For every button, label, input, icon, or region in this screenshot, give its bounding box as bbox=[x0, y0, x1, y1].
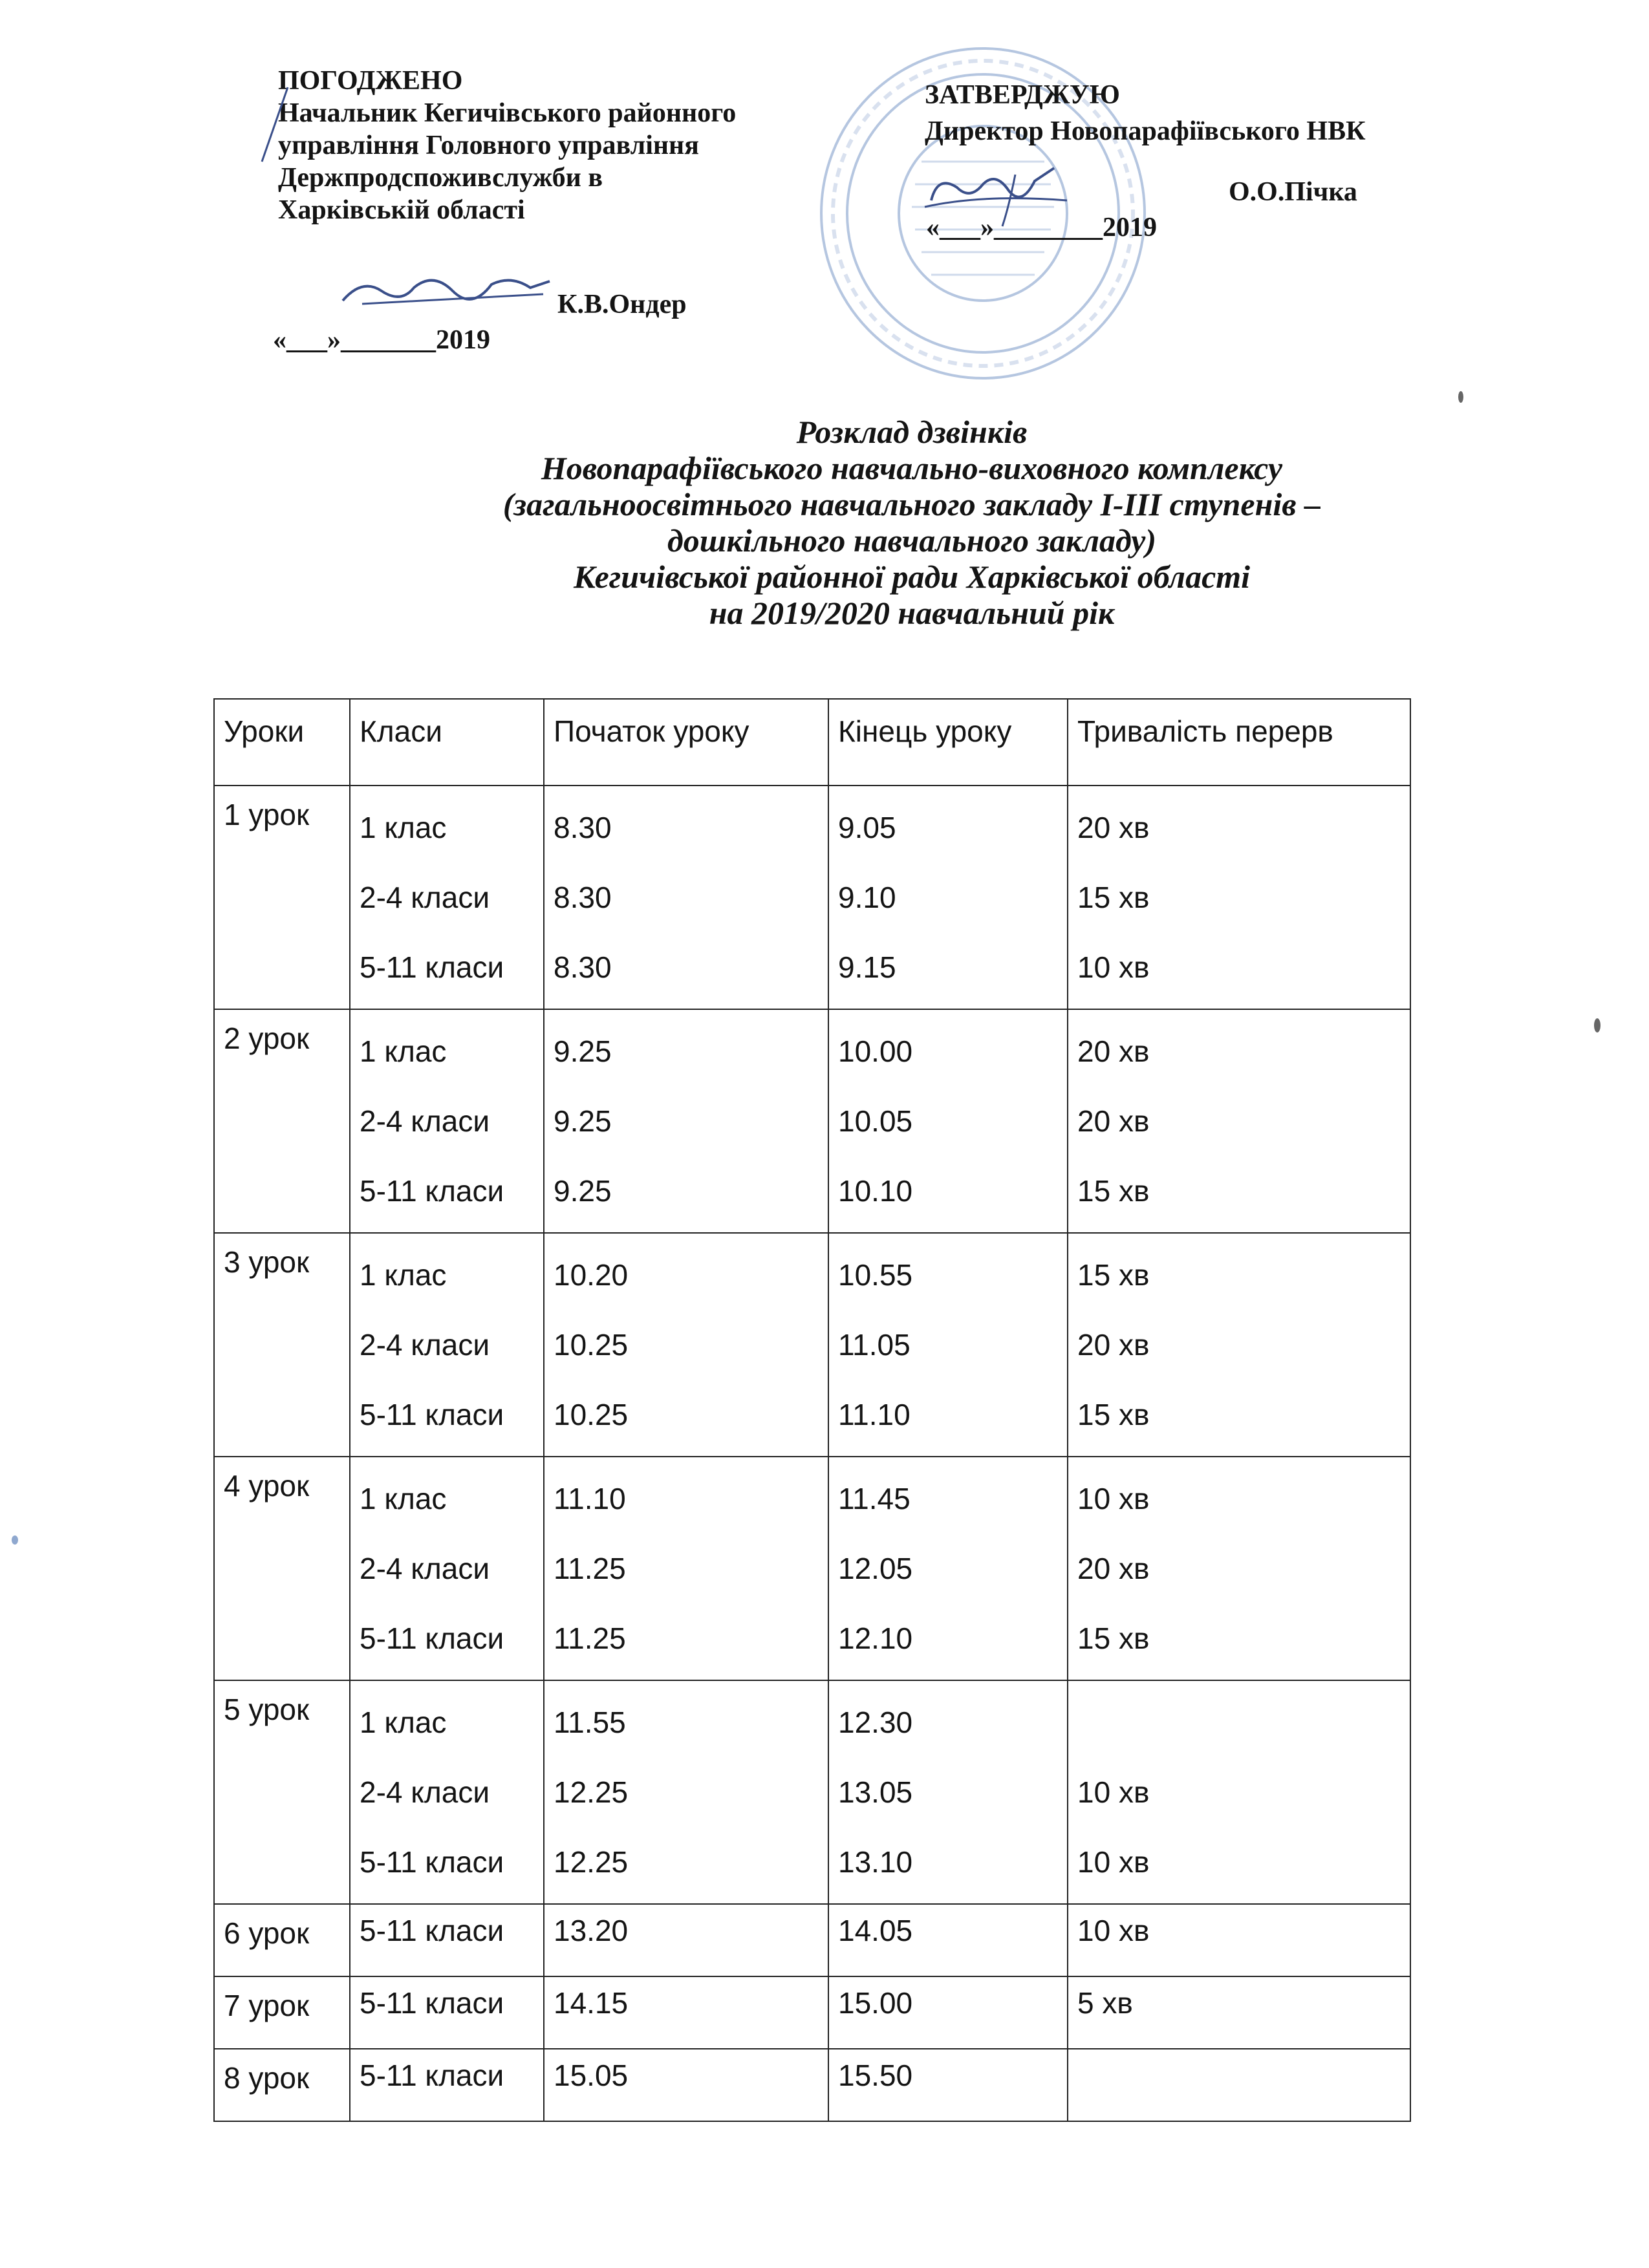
start-time: 10.20 bbox=[554, 1258, 629, 1292]
header-end: Кінець уроку bbox=[828, 699, 1068, 786]
lesson-cell bbox=[214, 1457, 350, 1680]
classes-cell bbox=[350, 1680, 544, 1904]
start-cell bbox=[544, 1009, 828, 1233]
signature-right bbox=[918, 162, 1073, 233]
start-time: 11.10 bbox=[554, 1482, 626, 1515]
scan-speck bbox=[1458, 391, 1463, 403]
class-label: 2-4 класи bbox=[360, 881, 490, 914]
document-title bbox=[420, 414, 1403, 631]
end-time: 15.00 bbox=[838, 1986, 913, 2020]
lesson-label: 8 урок bbox=[224, 2061, 310, 2095]
lesson-cell bbox=[214, 1233, 350, 1457]
table-row bbox=[214, 1009, 1410, 1233]
lesson-label: 5 урок bbox=[224, 1693, 310, 1726]
break-duration: 15 хв bbox=[1077, 1174, 1150, 1208]
table-row bbox=[214, 1904, 1410, 1976]
start-time: 11.25 bbox=[554, 1552, 626, 1585]
class-label: 2-4 класи bbox=[360, 1552, 490, 1585]
lesson-cell bbox=[214, 786, 350, 1009]
start-cell bbox=[544, 1976, 828, 2049]
lesson-label: 4 урок bbox=[224, 1469, 310, 1503]
approval-left-line-1: Начальник Кегичівського районного bbox=[278, 98, 737, 128]
table-row bbox=[214, 1680, 1410, 1904]
approval-right-heading: ЗАТВЕРДЖУЮ bbox=[925, 80, 1120, 110]
lesson-cell bbox=[214, 1680, 350, 1904]
class-label: 5-11 класи bbox=[360, 2059, 504, 2092]
class-label: 2-4 класи bbox=[360, 1328, 490, 1362]
classes-cell bbox=[350, 1233, 544, 1457]
start-time: 10.25 bbox=[554, 1328, 629, 1362]
break-duration: 20 хв bbox=[1077, 1034, 1150, 1068]
break-duration: 15 хв bbox=[1077, 1621, 1150, 1655]
start-cell bbox=[544, 1457, 828, 1680]
class-label: 5-11 класи bbox=[360, 1914, 504, 1947]
pen-stroke-left bbox=[255, 84, 294, 168]
start-time: 9.25 bbox=[554, 1174, 612, 1208]
end-time: 10.00 bbox=[838, 1034, 913, 1068]
table-row bbox=[214, 786, 1410, 1009]
end-time: 15.50 bbox=[838, 2059, 913, 2092]
approval-left-line-3: Держпродспоживслужби в bbox=[278, 163, 603, 193]
start-cell bbox=[544, 786, 828, 1009]
end-time: 12.30 bbox=[838, 1706, 913, 1739]
class-label: 2-4 класи bbox=[360, 1104, 490, 1138]
end-cell bbox=[828, 1904, 1068, 1976]
classes-cell bbox=[350, 1009, 544, 1233]
class-label: 5-11 класи bbox=[360, 1845, 504, 1879]
start-time: 9.25 bbox=[554, 1104, 612, 1138]
end-time: 10.05 bbox=[838, 1104, 913, 1138]
header-start: Початок уроку bbox=[544, 699, 828, 786]
approval-right-line: Директор Новопарафіївського НВК bbox=[925, 116, 1366, 146]
class-label: 1 клас bbox=[360, 1258, 447, 1292]
class-label: 1 клас bbox=[360, 1034, 447, 1068]
end-time: 13.05 bbox=[838, 1775, 913, 1809]
break-duration bbox=[1077, 1687, 1401, 1757]
start-time: 11.25 bbox=[554, 1621, 626, 1655]
approval-right-block bbox=[925, 79, 1474, 147]
header-break: Тривалість перерв bbox=[1068, 699, 1410, 786]
end-cell bbox=[828, 1680, 1068, 1904]
end-cell bbox=[828, 2049, 1068, 2121]
end-cell bbox=[828, 1457, 1068, 1680]
lesson-label: 7 урок bbox=[224, 1989, 310, 2022]
start-time: 8.30 bbox=[554, 950, 612, 984]
classes-cell bbox=[350, 786, 544, 1009]
end-time: 9.10 bbox=[838, 881, 896, 914]
start-cell bbox=[544, 2049, 828, 2121]
break-cell bbox=[1068, 1680, 1410, 1904]
table-row bbox=[214, 1457, 1410, 1680]
lesson-label: 1 урок bbox=[224, 798, 310, 831]
end-time: 11.10 bbox=[838, 1398, 911, 1431]
break-cell bbox=[1068, 1233, 1410, 1457]
table-row bbox=[214, 1976, 1410, 2049]
table-row bbox=[214, 1233, 1410, 1457]
class-label: 5-11 класи bbox=[360, 1621, 504, 1655]
break-cell bbox=[1068, 1976, 1410, 2049]
class-label: 5-11 класи bbox=[360, 1174, 504, 1208]
end-time: 12.05 bbox=[838, 1552, 913, 1585]
break-duration: 10 хв bbox=[1077, 950, 1150, 984]
break-duration bbox=[1077, 2049, 1401, 2114]
table-header-row bbox=[214, 699, 1410, 786]
end-cell bbox=[828, 1009, 1068, 1233]
end-time: 11.45 bbox=[838, 1482, 911, 1515]
header-lessons: Уроки bbox=[214, 699, 350, 786]
scan-speck bbox=[12, 1535, 18, 1545]
break-duration: 10 хв bbox=[1077, 1482, 1150, 1515]
start-time: 9.25 bbox=[554, 1034, 612, 1068]
lesson-cell bbox=[214, 1904, 350, 1976]
end-cell bbox=[828, 786, 1068, 1009]
class-label: 5-11 класи bbox=[360, 1398, 504, 1431]
class-label: 5-11 класи bbox=[360, 950, 504, 984]
start-cell bbox=[544, 1904, 828, 1976]
title-line-6: на 2019/2020 навчальний рік bbox=[709, 595, 1115, 631]
classes-cell bbox=[350, 1976, 544, 2049]
break-duration: 20 хв bbox=[1077, 1552, 1150, 1585]
break-duration: 10 хв bbox=[1077, 1775, 1150, 1809]
lesson-cell bbox=[214, 1976, 350, 2049]
break-cell bbox=[1068, 1457, 1410, 1680]
lesson-cell bbox=[214, 2049, 350, 2121]
break-duration: 20 хв bbox=[1077, 1328, 1150, 1362]
approval-right-date: «___»________2019 bbox=[926, 213, 1157, 242]
break-duration: 20 хв bbox=[1077, 1104, 1150, 1138]
break-duration: 15 хв bbox=[1077, 881, 1150, 914]
break-duration: 20 хв bbox=[1077, 811, 1150, 844]
class-label: 1 клас bbox=[360, 811, 447, 844]
end-time: 12.10 bbox=[838, 1621, 913, 1655]
classes-cell bbox=[350, 2049, 544, 2121]
end-time: 11.05 bbox=[838, 1328, 911, 1362]
break-duration: 10 хв bbox=[1077, 1914, 1150, 1947]
approval-left-line-4: Харківській області bbox=[278, 195, 525, 225]
break-cell bbox=[1068, 2049, 1410, 2121]
start-time: 11.55 bbox=[554, 1706, 626, 1739]
title-line-4: дошкільного навчального закладу) bbox=[667, 522, 1156, 559]
start-time: 12.25 bbox=[554, 1845, 629, 1879]
class-label: 5-11 класи bbox=[360, 1986, 504, 2020]
start-time: 8.30 bbox=[554, 811, 612, 844]
header-classes: Класи bbox=[350, 699, 544, 786]
break-cell bbox=[1068, 1009, 1410, 1233]
end-time: 9.05 bbox=[838, 811, 896, 844]
start-time: 12.25 bbox=[554, 1775, 629, 1809]
lesson-label: 6 урок bbox=[224, 1916, 310, 1950]
approval-left-heading: ПОГОДЖЕНО bbox=[278, 66, 463, 96]
end-cell bbox=[828, 1233, 1068, 1457]
class-label: 1 клас bbox=[360, 1482, 447, 1515]
end-time: 13.10 bbox=[838, 1845, 913, 1879]
end-time: 10.55 bbox=[838, 1258, 913, 1292]
class-label: 1 клас bbox=[360, 1706, 447, 1739]
approval-left-block bbox=[278, 65, 860, 226]
bell-schedule-table bbox=[213, 698, 1411, 2122]
start-cell bbox=[544, 1680, 828, 1904]
break-cell bbox=[1068, 1904, 1410, 1976]
class-label: 2-4 класи bbox=[360, 1775, 490, 1809]
break-duration: 5 хв bbox=[1077, 1986, 1133, 2020]
table-body bbox=[214, 786, 1410, 2121]
approval-right-signer: О.О.Пічка bbox=[1229, 177, 1357, 207]
title-line-5: Кегичівської районної ради Харківської області bbox=[573, 559, 1251, 595]
break-duration: 10 хв bbox=[1077, 1845, 1150, 1879]
end-time: 14.05 bbox=[838, 1914, 913, 1947]
scan-speck bbox=[1594, 1018, 1600, 1032]
start-time: 14.15 bbox=[554, 1986, 629, 2020]
break-cell bbox=[1068, 786, 1410, 1009]
approval-left-date: «___»_______2019 bbox=[273, 325, 490, 355]
approval-left-signer: К.В.Ондер bbox=[557, 290, 687, 319]
title-line-1: Розклад дзвінків bbox=[796, 414, 1028, 450]
start-time: 10.25 bbox=[554, 1398, 629, 1431]
end-time: 9.15 bbox=[838, 950, 896, 984]
table-row bbox=[214, 2049, 1410, 2121]
start-time: 8.30 bbox=[554, 881, 612, 914]
start-time: 13.20 bbox=[554, 1914, 629, 1947]
title-line-3: (загальноосвітнього навчального закладу І-ІІІ ступенів – bbox=[502, 486, 1321, 522]
lesson-label: 2 урок bbox=[224, 1022, 310, 1055]
classes-cell bbox=[350, 1904, 544, 1976]
break-duration: 15 хв bbox=[1077, 1398, 1150, 1431]
lesson-label: 3 урок bbox=[224, 1245, 310, 1279]
lesson-cell bbox=[214, 1009, 350, 1233]
end-cell bbox=[828, 1976, 1068, 2049]
title-line-2: Новопарафіївського навчально-виховного комплексу bbox=[541, 450, 1283, 486]
classes-cell bbox=[350, 1457, 544, 1680]
break-duration: 15 хв bbox=[1077, 1258, 1150, 1292]
approval-left-line-2: управління Головного управління bbox=[278, 131, 699, 160]
signature-left bbox=[336, 265, 556, 317]
start-time: 15.05 bbox=[554, 2059, 629, 2092]
start-cell bbox=[544, 1233, 828, 1457]
end-time: 10.10 bbox=[838, 1174, 913, 1208]
